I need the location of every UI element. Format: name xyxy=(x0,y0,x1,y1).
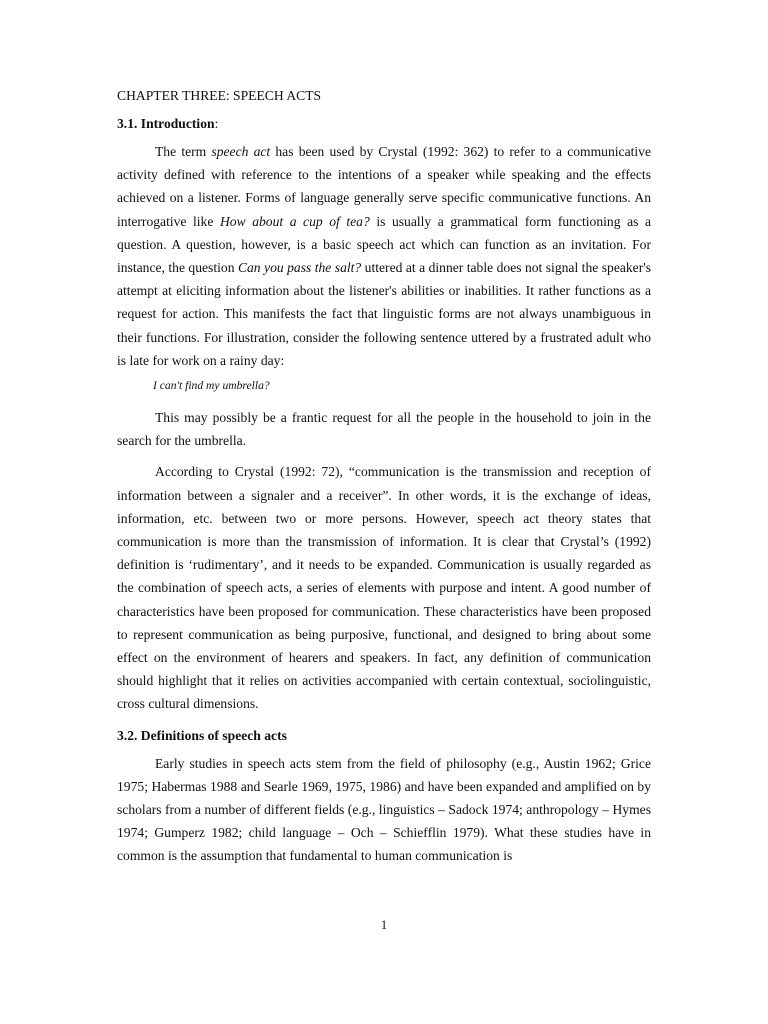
text-run: has been used by Crystal (1992: 362) to refer to a communicative activity defined with reference to the intentions of a speaker while speaking and the effects achieved on a listener. Forms of language generally serve specific communicative functions. An interrogative like xyxy=(117,144,651,229)
italic-example: How about a cup of tea? xyxy=(219,213,370,229)
intro-paragraph-3: According to Crystal (1992: 72), “communication is the transmission and reception of information between a signaler and a receiver”. In other words, it is the exchange of ideas, information, etc. between two or more persons. However, speech act theory states that communication is more than the transmission of information. It is clear that Crystal’s (1992) definition is ‘rudimentary’, and it needs to be expanded. Communication is usually regarded as the combination of speech acts, a series of elements with purpose and intent. A good number of characteristics have been proposed for communication. These characteristics have been proposed to represent communication as being purposive, functional, and designed to bring about some effect on the environment of hearers and speakers. In fact, any definition of communication should highlight that it relies on activities accompanied with certain contextual, sociolinguistic, cross cultural dimensions. xyxy=(117,464,651,712)
intro-paragraph-2: This may possibly be a frantic request for all the people in the household to join in the search for the umbrella. xyxy=(117,410,651,449)
intro-paragraph-1 xyxy=(117,140,651,372)
italic-example: Can you pass the salt? xyxy=(237,260,362,276)
section-heading-definitions: 3.2. Definitions of speech acts xyxy=(117,727,287,743)
text-run: uttered at a dinner table does not signal the speaker's attempt at eliciting information about the listener's abilities or inabilities. It rather functions as a request for action. This manifests the fact that linguistic forms are not always unambiguous in their functions. For illustration, consider the following sentence uttered by a frustrated adult who is late for work on a rainy day: xyxy=(117,260,651,368)
definitions-paragraph-1: Early studies in speech acts stem from the field of philosophy (e.g., Austin 1962; Grice 1975; Habermas 1988 and Searle 1969, 1975, 1986) and have been expanded and amplified on by scholars from a number of different fields (e.g., linguistics – Sadock 1974; anthropology – Hymes 1974; Gumperz 1982; child language – Och – Schiefflin 1979). What these studies have in common is the assumption that fundamental to human communication is xyxy=(117,755,651,864)
section-heading-colon: : xyxy=(214,116,219,131)
example-sentence: I can't find my umbrella? xyxy=(153,379,270,393)
page-number: 1 xyxy=(380,918,388,932)
chapter-title: CHAPTER THREE: SPEECH ACTS xyxy=(117,88,322,103)
text-run: is usually a grammatical form functioning as a question. A question, however, is a basic speech act which can function as an invitation. For instance, the question xyxy=(117,213,651,276)
section-heading-introduction xyxy=(117,114,651,134)
italic-term: speech act xyxy=(211,144,271,159)
text-run: The term xyxy=(155,144,212,159)
section-heading-text: 3.1. Introduction xyxy=(117,116,215,131)
page-content xyxy=(117,86,651,868)
